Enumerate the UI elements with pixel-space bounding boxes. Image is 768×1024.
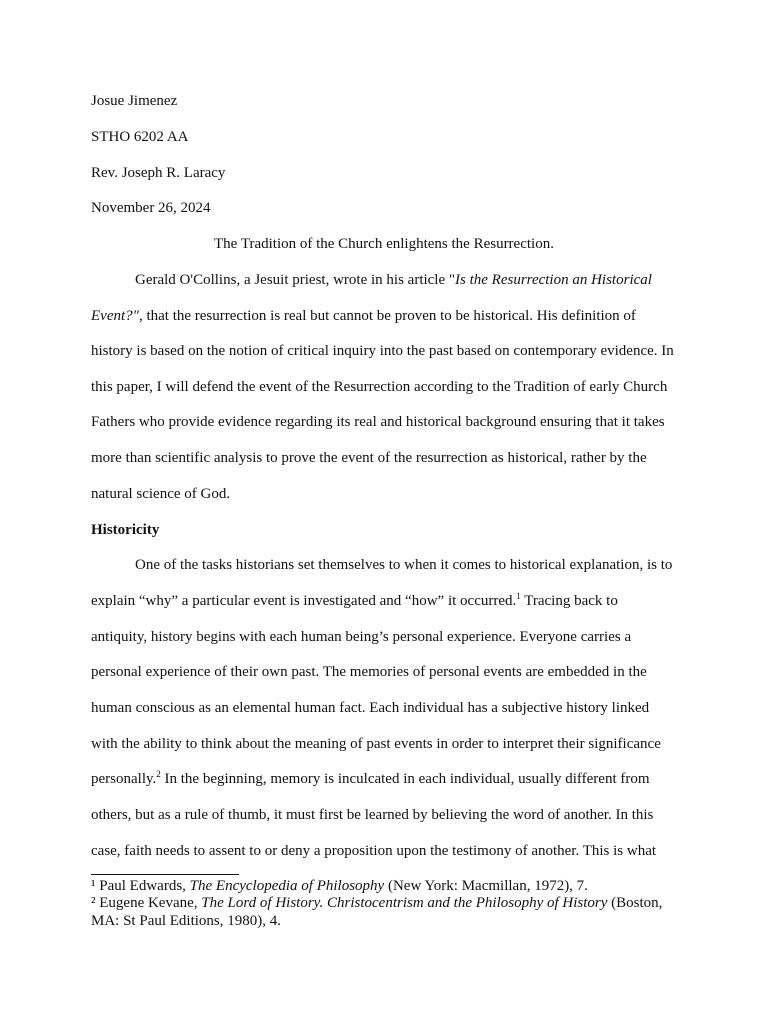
body-line-3: antiquity, history begins with each human being’s personal experience. Everyone carries a: [91, 629, 632, 645]
intro-line-6: more than scientific analysis to prove the event of the resurrection as historical, rather by the: [91, 450, 647, 466]
instructor-name: Rev. Joseph R. Laracy: [91, 165, 226, 181]
intro-line-3: history is based on the notion of critical inquiry into the past based on contemporary evidence. In: [91, 343, 674, 359]
body-line-9: case, faith needs to assent to or deny a proposition upon the testimony of another. This is what: [91, 843, 657, 859]
intro-line-2: Event?", that the resurrection is real but cannot be proven to be historical. His definition of: [91, 308, 636, 324]
footnote-2: ² Eugene Kevane, The Lord of History. Christocentrism and the Philosophy of History (Boston,: [91, 895, 663, 911]
footnote-ref-1[interactable]: 1: [516, 591, 521, 601]
intro-line-5: Fathers who provide evidence regarding its real and historical background ensuring that it takes: [91, 414, 665, 430]
body-line-7: personally.$^2$ In the beginning, memory is inculcated in each individual, usually different from: [91, 769, 650, 787]
intro-line-4: this paper, I will defend the event of the Resurrection according to the Tradition of early Church: [91, 379, 668, 395]
footnote-2-continued: MA: St Paul Editions, 1980), 4.: [91, 913, 282, 929]
intro-line-7: natural science of God.: [91, 486, 231, 502]
body-line-4: personal experience of their own past. The memories of personal events are embedded in the: [91, 664, 647, 680]
body-line-8: others, but as a rule of thumb, it must first be learned by believing the word of another. In this: [91, 807, 654, 823]
body-line-5: human conscious as an elemental human fact. Each individual has a subjective history linked: [91, 700, 650, 716]
body-line-6: with the ability to think about the meaning of past events in order to interpret their significance: [91, 736, 661, 752]
body-line-1: One of the tasks historians set themselves to when it comes to historical explanation, is to: [135, 557, 673, 573]
course-code: STHO 6202 AA: [91, 129, 189, 145]
intro-line-1: Gerald O'Collins, a Jesuit priest, wrote in his article "Is the Resurrection an Historical: [135, 272, 652, 288]
footnote-ref-2[interactable]: 2: [156, 769, 161, 779]
document-date: November 26, 2024: [91, 200, 211, 216]
body-line-2: explain “why” a particular event is investigated and “how” it occurred.$^1$ Tracing back to: [91, 591, 618, 609]
footnote-separator: [91, 874, 239, 875]
section-heading: Historicity: [91, 522, 160, 538]
paper-title: The Tradition of the Church enlightens the Resurrection.: [214, 236, 554, 252]
footnote-1: ¹ Paul Edwards, The Encyclopedia of Philosophy (New York: Macmillan, 1972), 7.: [91, 878, 588, 894]
author-name: Josue Jimenez: [91, 93, 178, 109]
